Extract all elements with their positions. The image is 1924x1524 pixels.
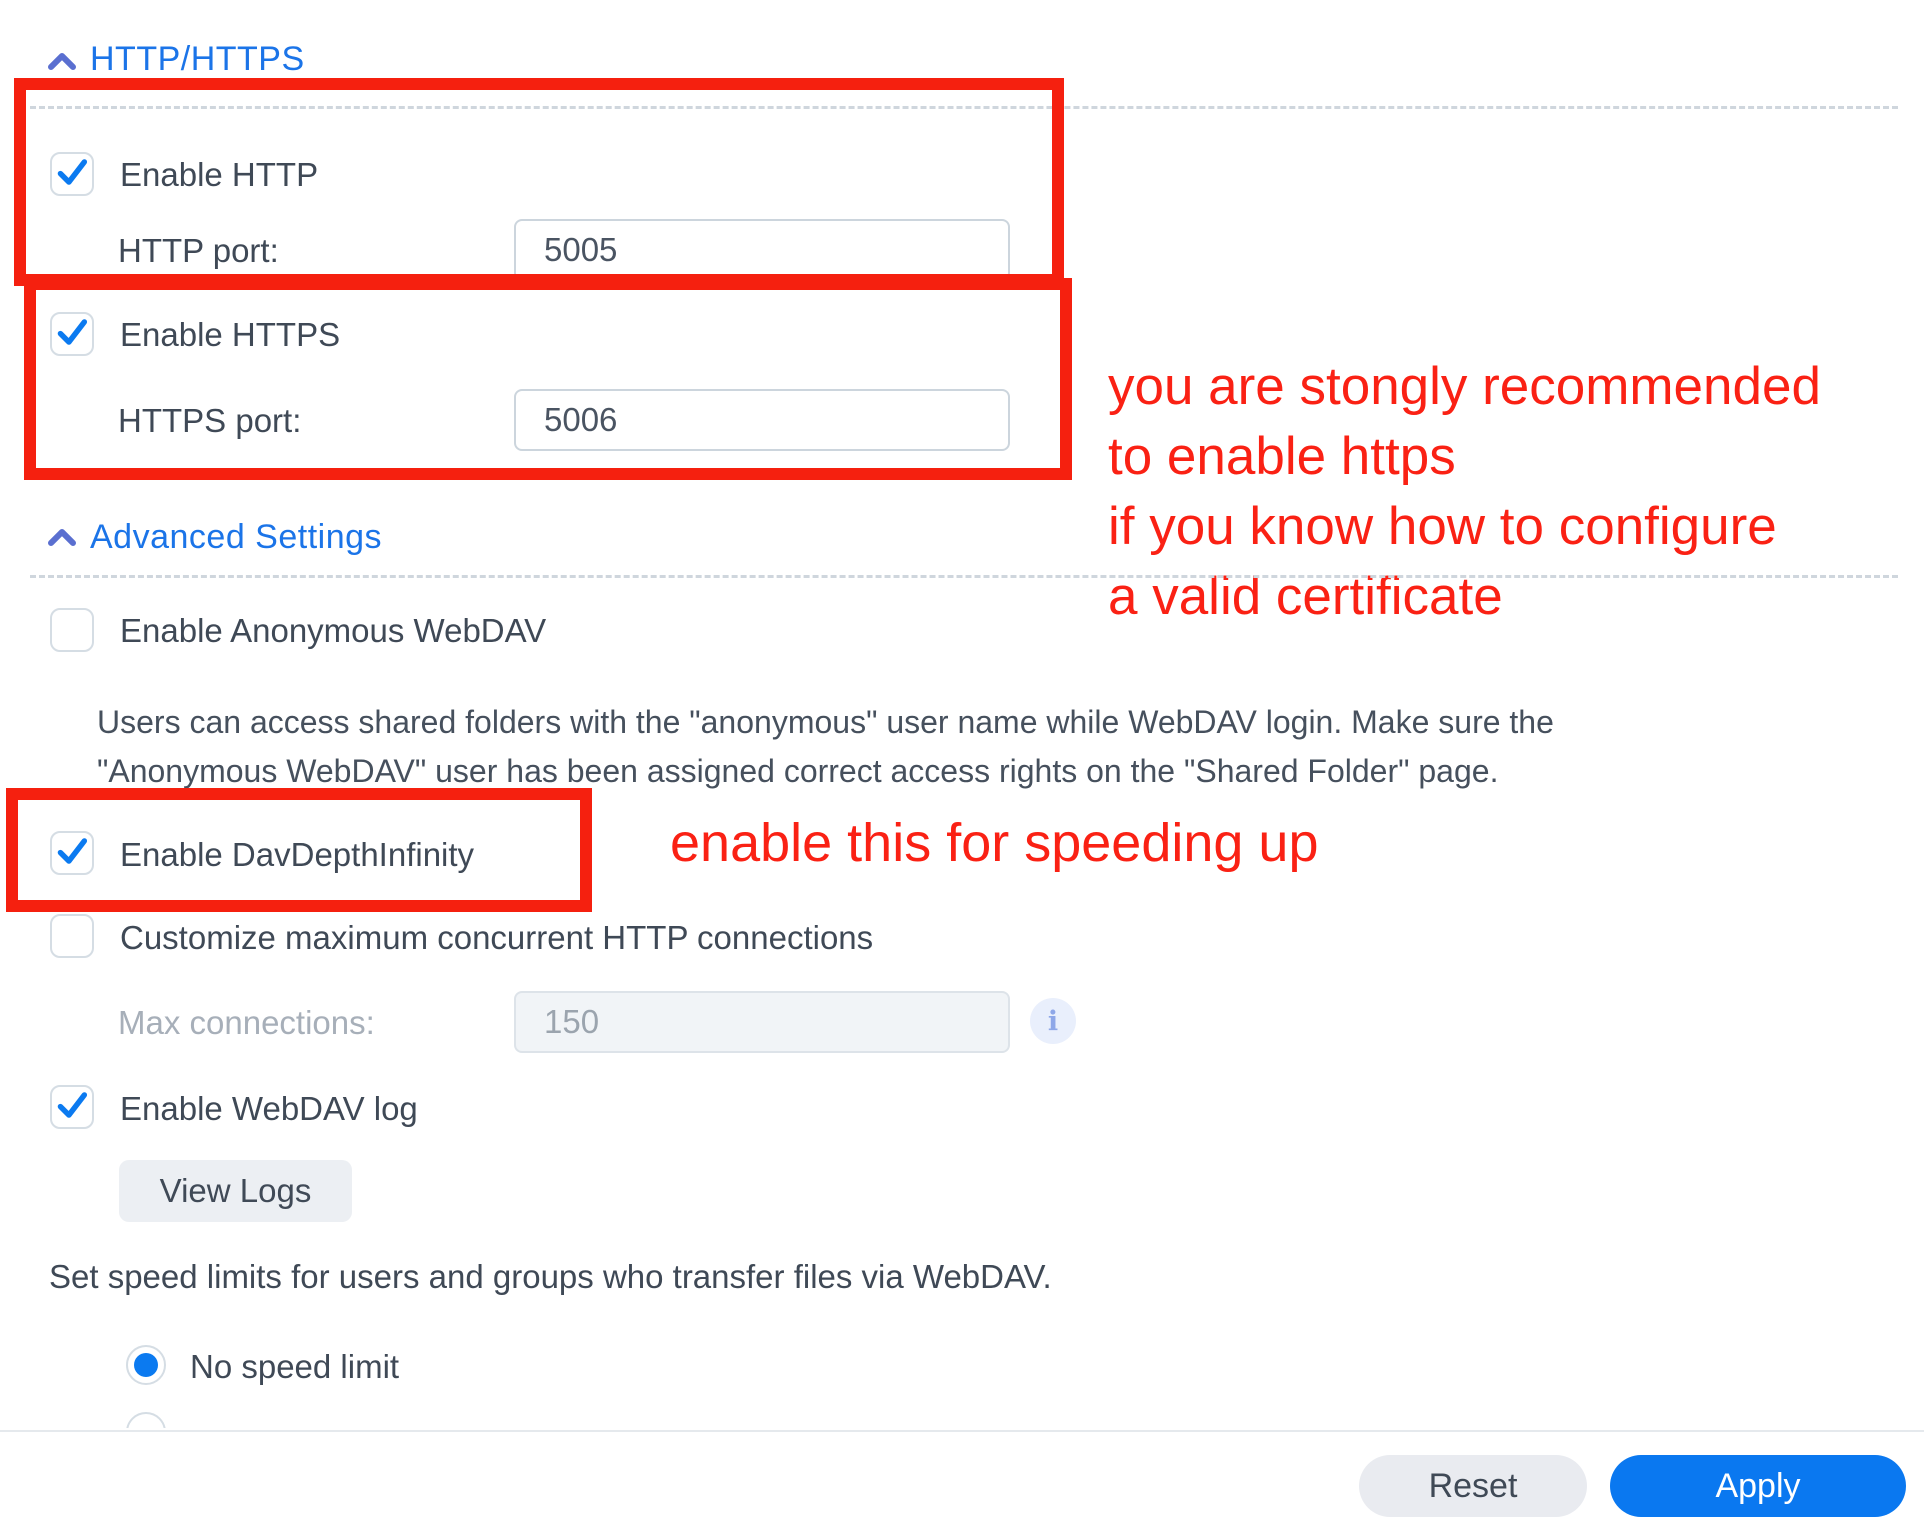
http-section-title[interactable]: HTTP/HTTPS — [90, 40, 305, 78]
annotation-https-note-line: you are stongly recommended — [1108, 357, 1821, 416]
enable-webdav-log-checkbox[interactable] — [50, 1085, 94, 1129]
enable-anonymous-webdav-checkbox[interactable] — [50, 608, 94, 652]
https-port-label: HTTPS port: — [118, 402, 302, 439]
http-port-input[interactable] — [514, 219, 1010, 281]
anonymous-webdav-description — [97, 698, 1554, 796]
enable-http-label: Enable HTTP — [120, 156, 319, 193]
speed-limit-intro: Set speed limits for users and groups who transfer files via WebDAV. — [49, 1258, 1052, 1295]
description-line: "Anonymous WebDAV" user has been assigned correct access rights on the "Shared Folder" page. — [97, 753, 1499, 789]
checkmark-icon — [54, 1088, 90, 1122]
chevron-up-icon — [47, 52, 77, 72]
checkmark-icon — [54, 834, 90, 868]
checkmark-icon — [54, 155, 90, 189]
info-icon[interactable]: i — [1030, 998, 1076, 1044]
enable-davdepthinfinity-label: Enable DavDepthInfinity — [120, 836, 475, 873]
section-separator — [30, 575, 1898, 578]
apply-button[interactable]: Apply — [1610, 1455, 1906, 1517]
annotation-davdepth-note: enable this for speeding up — [670, 813, 1319, 873]
footer-divider — [0, 1430, 1924, 1432]
checkmark-icon — [54, 315, 90, 349]
http-port-label: HTTP port: — [118, 232, 279, 269]
enable-http-checkbox[interactable] — [50, 152, 94, 196]
advanced-section-title[interactable]: Advanced Settings — [90, 518, 383, 556]
enable-anonymous-webdav-label: Enable Anonymous WebDAV — [120, 612, 547, 649]
max-connections-input — [514, 991, 1010, 1053]
customize-max-connections-label: Customize maximum concurrent HTTP connections — [120, 919, 874, 956]
annotation-https-note-line: to enable https — [1108, 427, 1456, 486]
advanced-section-collapse-icon[interactable] — [47, 528, 77, 553]
radio-dot-icon — [134, 1353, 158, 1377]
description-line: Users can access shared folders with the "anonymous" user name while WebDAV login. Make sure the — [97, 704, 1554, 740]
enable-davdepthinfinity-checkbox[interactable] — [50, 831, 94, 875]
chevron-up-icon — [47, 528, 77, 548]
enable-https-label: Enable HTTPS — [120, 316, 341, 353]
annotation-https-note — [1108, 352, 1821, 632]
customize-max-connections-checkbox[interactable] — [50, 914, 94, 958]
radio-icon — [126, 1412, 166, 1428]
section-separator — [30, 106, 1898, 109]
https-port-input[interactable] — [514, 389, 1010, 451]
enable-webdav-log-label: Enable WebDAV log — [120, 1090, 418, 1127]
reset-button[interactable]: Reset — [1359, 1455, 1587, 1517]
no-speed-limit-label: No speed limit — [190, 1348, 400, 1385]
annotation-https-note-line: a valid certificate — [1108, 567, 1503, 626]
second-radio-partial[interactable] — [126, 1412, 166, 1428]
max-connections-label: Max connections: — [118, 1004, 375, 1041]
http-section-collapse-icon[interactable] — [47, 52, 77, 77]
view-logs-button[interactable]: View Logs — [119, 1160, 352, 1222]
enable-https-checkbox[interactable] — [50, 312, 94, 356]
no-speed-limit-radio[interactable] — [126, 1345, 166, 1385]
annotation-https-note-line: if you know how to configure — [1108, 497, 1777, 556]
